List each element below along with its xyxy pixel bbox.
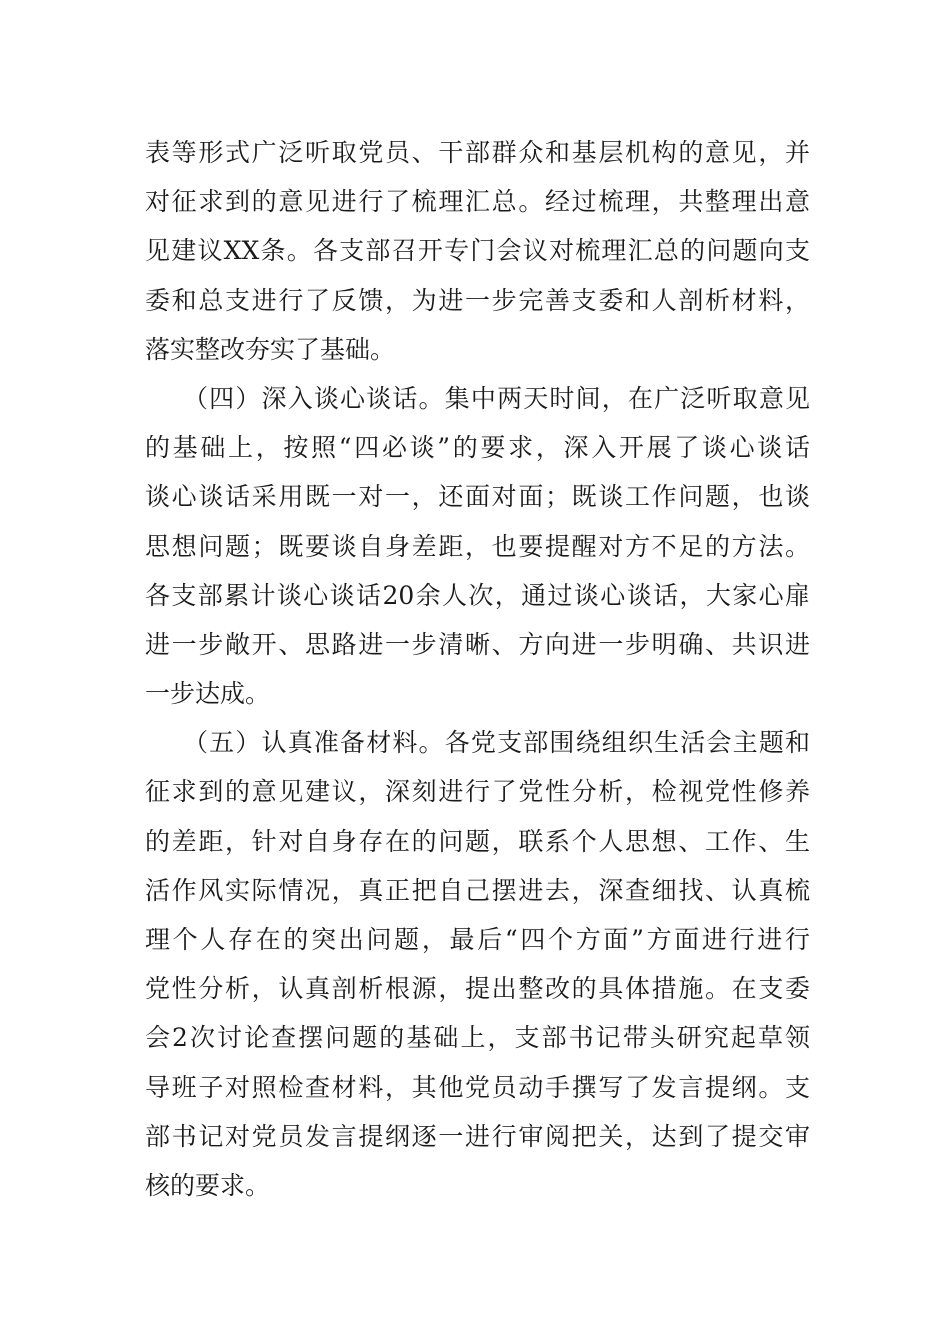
text-line: 委和总支进行了反馈，为进一步完善支委和人剖析材料，	[145, 285, 810, 315]
text-line: 会2次讨论查摆问题的基础上，支部书记带头研究起草领	[145, 1023, 810, 1053]
paragraph-five	[145, 718, 810, 1210]
text-line: 活作风实际情况，真正把自己摆进去，深查细找、认真梳	[145, 875, 810, 905]
text-line: 党性分析，认真剖析根源，提出整改的具体措施。在支委	[145, 974, 810, 1004]
paragraph-heading-line: （四）深入谈心谈话。集中两天时间，在广泛听取意见	[183, 383, 810, 413]
text-line: 谈心谈话采用既一对一，还面对面；既谈工作问题，也谈	[145, 482, 810, 512]
text-line: 见建议XX条。各支部召开专门会议对梳理汇总的问题向支	[145, 236, 810, 266]
paragraph-continuation	[145, 128, 810, 374]
paragraph-heading-line: （五）认真准备材料。各党支部围绕组织生活会主题和	[183, 728, 810, 758]
text-line: 部书记对党员发言提纲逐一进行审阅把关，达到了提交审	[145, 1121, 810, 1151]
text-line: 思想问题；既要谈自身差距，也要提醒对方不足的方法。	[145, 531, 810, 561]
text-line: 各支部累计谈心谈话20余人次，通过谈心谈话，大家心扉	[145, 580, 810, 610]
text-line: 对征求到的意见进行了梳理汇总。经过梳理，共整理出意	[145, 187, 810, 217]
text-line: 进一步敞开、思路进一步清晰、方向进一步明确、共识进	[145, 629, 810, 659]
text-line: 的差距，针对自身存在的问题，联系个人思想、工作、生	[145, 826, 810, 856]
text-line: 理个人存在的突出问题，最后“四个方面”方面进行进行	[145, 925, 810, 954]
text-line: 导班子对照检查材料，其他党员动手撰写了发言提纲。支	[145, 1072, 810, 1102]
text-line: 的基础上，按照“四必谈”的要求，深入开展了谈心谈话	[145, 433, 810, 463]
text-line: 一步达成。	[145, 679, 271, 709]
text-line: 核的要求。	[145, 1170, 271, 1200]
paragraph-four	[145, 374, 810, 718]
text-line: 征求到的意见建议，深刻进行了党性分析，检视党性修养	[145, 777, 810, 807]
text-line: 表等形式广泛听取党员、干部群众和基层机构的意见，并	[145, 138, 810, 167]
text-line: 落实整改夯实了基础。	[145, 334, 396, 364]
document-body	[145, 128, 810, 1210]
